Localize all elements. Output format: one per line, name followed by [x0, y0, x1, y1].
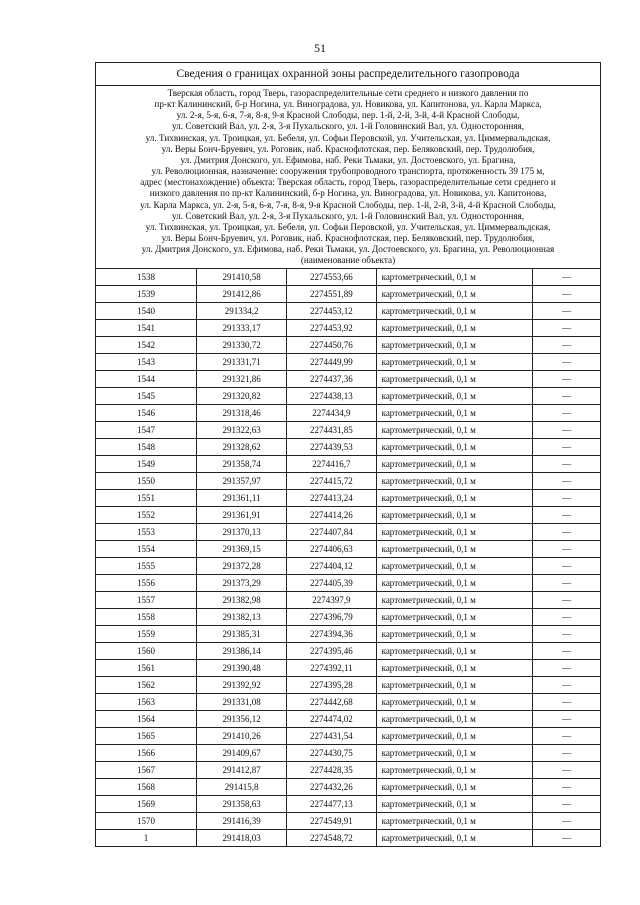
x-coordinate-cell: 291385,31: [196, 625, 286, 642]
point-number-cell: 1538: [96, 269, 196, 286]
table-row: [96, 642, 600, 659]
description-line: низкого давления по пр-кт Калининский, б-р Ногина, ул. Виноградова, ул. Новикова, ул. Капитонова,: [149, 188, 547, 199]
table-row: [96, 710, 600, 727]
method-accuracy-cell: картометрический, 0,1 м: [376, 404, 533, 421]
page-number: 51: [314, 41, 326, 55]
x-coordinate-cell: 291382,98: [196, 591, 286, 608]
y-coordinate-cell: 2274431,54: [287, 727, 376, 744]
method-accuracy-cell: картометрический, 0,1 м: [376, 676, 533, 693]
table-row: [96, 489, 600, 506]
x-coordinate-cell: 291410,26: [196, 727, 286, 744]
method-accuracy-cell: картометрический, 0,1 м: [376, 523, 533, 540]
description-cell: —: [533, 591, 600, 608]
point-number-cell: 1556: [96, 574, 196, 591]
table-row: [96, 421, 600, 438]
table-row: [96, 472, 600, 489]
description-line: адрес (местонахождение) объекта: Тверская область, город Тверь, газораспределительные сети среднего и: [140, 177, 556, 188]
y-coordinate-cell: 2274434,9: [287, 404, 376, 421]
point-number-cell: 1567: [96, 761, 196, 778]
coordinates-table: [96, 269, 600, 847]
description-cell: —: [533, 829, 600, 846]
point-number-cell: 1548: [96, 438, 196, 455]
description-cell: —: [533, 438, 600, 455]
point-number-cell: 1565: [96, 727, 196, 744]
table-row: [96, 302, 600, 319]
table-row: [96, 829, 600, 846]
description-line: (наименование объекта): [300, 255, 396, 266]
description-line: ул. Тихвинская, ул. Троицкая, ул. Бебеля, ул. Софьи Перовской, ул. Учительская, ул. Циммервальдская,: [145, 221, 551, 232]
method-accuracy-cell: картометрический, 0,1 м: [376, 642, 533, 659]
description-line: Тверская область, город Тверь, газораспределительные сети среднего и низкого давления по: [167, 88, 529, 98]
point-number-cell: 1564: [96, 710, 196, 727]
description-cell: —: [533, 761, 600, 778]
table-row: [96, 455, 600, 472]
description-cell: —: [533, 778, 600, 795]
y-coordinate-cell: 2274414,26: [287, 506, 376, 523]
y-coordinate-cell: 2274394,36: [287, 625, 376, 642]
method-accuracy-cell: картометрический, 0,1 м: [376, 353, 533, 370]
table-row: [96, 540, 600, 557]
description-cell: —: [533, 727, 600, 744]
description-cell: —: [533, 540, 600, 557]
y-coordinate-cell: 2274437,36: [287, 370, 376, 387]
description-cell: —: [533, 608, 600, 625]
point-number-cell: 1570: [96, 812, 196, 829]
y-coordinate-cell: 2274553,66: [287, 269, 376, 286]
point-number-cell: 1553: [96, 523, 196, 540]
y-coordinate-cell: 2274392,11: [287, 659, 376, 676]
x-coordinate-cell: 291415,8: [196, 778, 286, 795]
x-coordinate-cell: 291369,15: [196, 540, 286, 557]
description-cell: —: [533, 642, 600, 659]
description-cell: —: [533, 387, 600, 404]
description-line: ул. Дмитрия Донского, ул. Ефимова, наб. Реки Тьмаки, ул. Достоевского, ул. Брагина,: [180, 154, 516, 165]
table-row: [96, 336, 600, 353]
method-accuracy-cell: картометрический, 0,1 м: [376, 455, 533, 472]
table-row: [96, 370, 600, 387]
point-number-cell: 1568: [96, 778, 196, 795]
document-title: Сведения о границах охранной зоны распределительного газопровода: [96, 63, 600, 86]
x-coordinate-cell: 291410,58: [196, 269, 286, 286]
description-line: пр-кт Калининский, б-р Ногина, ул. Виноградова, ул. Новикова, ул. Капитонова, ул. Карла Маркса,: [154, 99, 542, 110]
table-row: [96, 404, 600, 421]
x-coordinate-cell: 291330,72: [196, 336, 286, 353]
table-row: [96, 269, 600, 286]
description-cell: —: [533, 302, 600, 319]
method-accuracy-cell: картометрический, 0,1 м: [376, 319, 533, 336]
method-accuracy-cell: картометрический, 0,1 м: [376, 285, 533, 302]
x-coordinate-cell: 291373,29: [196, 574, 286, 591]
description-cell: —: [533, 676, 600, 693]
point-number-cell: 1: [96, 829, 196, 846]
table-row: [96, 608, 600, 625]
point-number-cell: 1549: [96, 455, 196, 472]
y-coordinate-cell: 2274415,72: [287, 472, 376, 489]
y-coordinate-cell: 2274404,12: [287, 557, 376, 574]
y-coordinate-cell: 2274442,68: [287, 693, 376, 710]
table-row: [96, 676, 600, 693]
y-coordinate-cell: 2274430,75: [287, 744, 376, 761]
y-coordinate-cell: 2274450,76: [287, 336, 376, 353]
table-row: [96, 557, 600, 574]
table-row: [96, 659, 600, 676]
method-accuracy-cell: картометрический, 0,1 м: [376, 727, 533, 744]
y-coordinate-cell: 2274397,9: [287, 591, 376, 608]
x-coordinate-cell: 291322,63: [196, 421, 286, 438]
table-row: [96, 591, 600, 608]
point-number-cell: 1542: [96, 336, 196, 353]
description-cell: —: [533, 523, 600, 540]
method-accuracy-cell: картометрический, 0,1 м: [376, 591, 533, 608]
description-cell: —: [533, 336, 600, 353]
table-row: [96, 506, 600, 523]
y-coordinate-cell: 2274396,79: [287, 608, 376, 625]
point-number-cell: 1540: [96, 302, 196, 319]
y-coordinate-cell: 2274551,89: [287, 285, 376, 302]
x-coordinate-cell: 291372,28: [196, 557, 286, 574]
x-coordinate-cell: 291418,03: [196, 829, 286, 846]
description-cell: —: [533, 455, 600, 472]
table-row: [96, 574, 600, 591]
x-coordinate-cell: 291392,92: [196, 676, 286, 693]
y-coordinate-cell: 2274438,13: [287, 387, 376, 404]
table-row: [96, 761, 600, 778]
table-row: [96, 812, 600, 829]
y-coordinate-cell: 2274413,24: [287, 489, 376, 506]
x-coordinate-cell: 291320,82: [196, 387, 286, 404]
point-number-cell: 1558: [96, 608, 196, 625]
y-coordinate-cell: 2274474,02: [287, 710, 376, 727]
description-cell: —: [533, 285, 600, 302]
method-accuracy-cell: картометрический, 0,1 м: [376, 812, 533, 829]
table-row: [96, 387, 600, 404]
method-accuracy-cell: картометрический, 0,1 м: [376, 829, 533, 846]
x-coordinate-cell: 291386,14: [196, 642, 286, 659]
point-number-cell: 1559: [96, 625, 196, 642]
method-accuracy-cell: картометрический, 0,1 м: [376, 557, 533, 574]
y-coordinate-cell: 2274449,99: [287, 353, 376, 370]
method-accuracy-cell: картометрический, 0,1 м: [376, 438, 533, 455]
table-row: [96, 438, 600, 455]
point-number-cell: 1569: [96, 795, 196, 812]
method-accuracy-cell: картометрический, 0,1 м: [376, 625, 533, 642]
method-accuracy-cell: картометрический, 0,1 м: [376, 540, 533, 557]
y-coordinate-cell: 2274548,72: [287, 829, 376, 846]
description-cell: —: [533, 625, 600, 642]
method-accuracy-cell: картометрический, 0,1 м: [376, 421, 533, 438]
method-accuracy-cell: картометрический, 0,1 м: [376, 693, 533, 710]
y-coordinate-cell: 2274431,85: [287, 421, 376, 438]
method-accuracy-cell: картометрический, 0,1 м: [376, 744, 533, 761]
table-row: [96, 625, 600, 642]
y-coordinate-cell: 2274477,13: [287, 795, 376, 812]
point-number-cell: 1547: [96, 421, 196, 438]
description-line: ул. Карла Маркса, ул. 2-я, 5-я, 6-я, 7-я, 8-я, 9-я Красной Слободы, пер. 1-й, 2-й, 3-й, 4-й Красной Слободы,: [140, 199, 556, 210]
point-number-cell: 1566: [96, 744, 196, 761]
point-number-cell: 1539: [96, 285, 196, 302]
description-line: ул. Тихвинская, ул. Троицкая, ул. Бебеля, ул. Софьи Перовской, ул. Учительская, ул. Циммервальдская,: [145, 132, 551, 143]
table-row: [96, 319, 600, 336]
table-row: [96, 523, 600, 540]
method-accuracy-cell: картометрический, 0,1 м: [376, 269, 533, 286]
x-coordinate-cell: 291331,08: [196, 693, 286, 710]
description-cell: —: [533, 421, 600, 438]
point-number-cell: 1551: [96, 489, 196, 506]
x-coordinate-cell: 291361,91: [196, 506, 286, 523]
x-coordinate-cell: 291370,13: [196, 523, 286, 540]
y-coordinate-cell: 2274416,7: [287, 455, 376, 472]
description-line: ул. Веры Бонч-Бруевич, ул. Роговик, наб. Краснофлотская, пер. Беляковский, пер. Трудолюбия,: [161, 143, 535, 154]
method-accuracy-cell: картометрический, 0,1 м: [376, 472, 533, 489]
x-coordinate-cell: 291334,2: [196, 302, 286, 319]
description-line: ул. Советский Вал, ул. 2-я, 3-я Пухальского, ул. 1-й Головинский Вал, ул. Односторонняя,: [171, 121, 525, 132]
x-coordinate-cell: 291356,12: [196, 710, 286, 727]
description-cell: —: [533, 744, 600, 761]
point-number-cell: 1554: [96, 540, 196, 557]
y-coordinate-cell: 2274439,53: [287, 438, 376, 455]
description-line: ул. Веры Бонч-Бруевич, ул. Роговик, наб. Краснофлотская, пер. Беляковский, пер. Трудолюбия,: [161, 233, 535, 244]
y-coordinate-cell: 2274432,26: [287, 778, 376, 795]
method-accuracy-cell: картометрический, 0,1 м: [376, 574, 533, 591]
y-coordinate-cell: 2274395,46: [287, 642, 376, 659]
method-accuracy-cell: картометрический, 0,1 м: [376, 778, 533, 795]
x-coordinate-cell: 291416,39: [196, 812, 286, 829]
x-coordinate-cell: 291331,71: [196, 353, 286, 370]
point-number-cell: 1546: [96, 404, 196, 421]
method-accuracy-cell: картометрический, 0,1 м: [376, 761, 533, 778]
method-accuracy-cell: картометрический, 0,1 м: [376, 302, 533, 319]
point-number-cell: 1545: [96, 387, 196, 404]
description-cell: —: [533, 404, 600, 421]
point-number-cell: 1544: [96, 370, 196, 387]
x-coordinate-cell: 291382,13: [196, 608, 286, 625]
method-accuracy-cell: картометрический, 0,1 м: [376, 387, 533, 404]
point-number-cell: 1541: [96, 319, 196, 336]
method-accuracy-cell: картометрический, 0,1 м: [376, 659, 533, 676]
point-number-cell: 1543: [96, 353, 196, 370]
y-coordinate-cell: 2274428,35: [287, 761, 376, 778]
table-row: [96, 795, 600, 812]
description-cell: —: [533, 795, 600, 812]
table-row: [96, 778, 600, 795]
description-cell: —: [533, 659, 600, 676]
point-number-cell: 1550: [96, 472, 196, 489]
table-row: [96, 353, 600, 370]
description-cell: —: [533, 557, 600, 574]
y-coordinate-cell: 2274407,84: [287, 523, 376, 540]
description-cell: —: [533, 812, 600, 829]
table-row: [96, 727, 600, 744]
object-description: [96, 86, 600, 269]
method-accuracy-cell: картометрический, 0,1 м: [376, 336, 533, 353]
document-frame: [95, 62, 601, 847]
method-accuracy-cell: картометрический, 0,1 м: [376, 710, 533, 727]
x-coordinate-cell: 291321,86: [196, 370, 286, 387]
point-number-cell: 1557: [96, 591, 196, 608]
x-coordinate-cell: 291358,74: [196, 455, 286, 472]
y-coordinate-cell: 2274405,39: [287, 574, 376, 591]
y-coordinate-cell: 2274453,12: [287, 302, 376, 319]
x-coordinate-cell: 291318,46: [196, 404, 286, 421]
description-cell: —: [533, 489, 600, 506]
description-line: ул. Дмитрия Донского, ул. Ефимова, наб. Реки Тьмаки, ул. Достоевского, ул. Брагина, ул. Революционная: [141, 244, 555, 255]
description-line: ул. 2-я, 5-я, 6-я, 7-я, 8-я, 9-я Красной Слободы, пер. 1-й, 2-й, 3-й, 4-й Красной Слободы,: [176, 110, 520, 121]
y-coordinate-cell: 2274453,92: [287, 319, 376, 336]
description-cell: —: [533, 370, 600, 387]
x-coordinate-cell: 291361,11: [196, 489, 286, 506]
description-cell: —: [533, 574, 600, 591]
y-coordinate-cell: 2274549,91: [287, 812, 376, 829]
description-cell: —: [533, 319, 600, 336]
table-row: [96, 285, 600, 302]
table-row: [96, 744, 600, 761]
description-cell: —: [533, 506, 600, 523]
description-cell: —: [533, 693, 600, 710]
description-cell: —: [533, 472, 600, 489]
point-number-cell: 1555: [96, 557, 196, 574]
x-coordinate-cell: 291409,67: [196, 744, 286, 761]
method-accuracy-cell: картометрический, 0,1 м: [376, 506, 533, 523]
point-number-cell: 1561: [96, 659, 196, 676]
method-accuracy-cell: картометрический, 0,1 м: [376, 795, 533, 812]
description-cell: —: [533, 710, 600, 727]
table-row: [96, 693, 600, 710]
x-coordinate-cell: 291390,48: [196, 659, 286, 676]
x-coordinate-cell: 291412,86: [196, 285, 286, 302]
method-accuracy-cell: картометрический, 0,1 м: [376, 489, 533, 506]
description-cell: —: [533, 269, 600, 286]
x-coordinate-cell: 291333,17: [196, 319, 286, 336]
point-number-cell: 1562: [96, 676, 196, 693]
method-accuracy-cell: картометрический, 0,1 м: [376, 370, 533, 387]
x-coordinate-cell: 291357,97: [196, 472, 286, 489]
x-coordinate-cell: 291328,62: [196, 438, 286, 455]
method-accuracy-cell: картометрический, 0,1 м: [376, 608, 533, 625]
y-coordinate-cell: 2274406,63: [287, 540, 376, 557]
point-number-cell: 1552: [96, 506, 196, 523]
description-line: ул. Революционная, назначение: сооружения трубопроводного транспорта, протяженность 39 175 м,: [151, 166, 545, 177]
x-coordinate-cell: 291358,63: [196, 795, 286, 812]
description-cell: —: [533, 353, 600, 370]
y-coordinate-cell: 2274395,28: [287, 676, 376, 693]
x-coordinate-cell: 291412,87: [196, 761, 286, 778]
point-number-cell: 1560: [96, 642, 196, 659]
point-number-cell: 1563: [96, 693, 196, 710]
description-line: ул. Советский Вал, ул. 2-я, 3-я Пухальского, ул. 1-й Головинский Вал, ул. Односторонняя,: [171, 210, 525, 221]
